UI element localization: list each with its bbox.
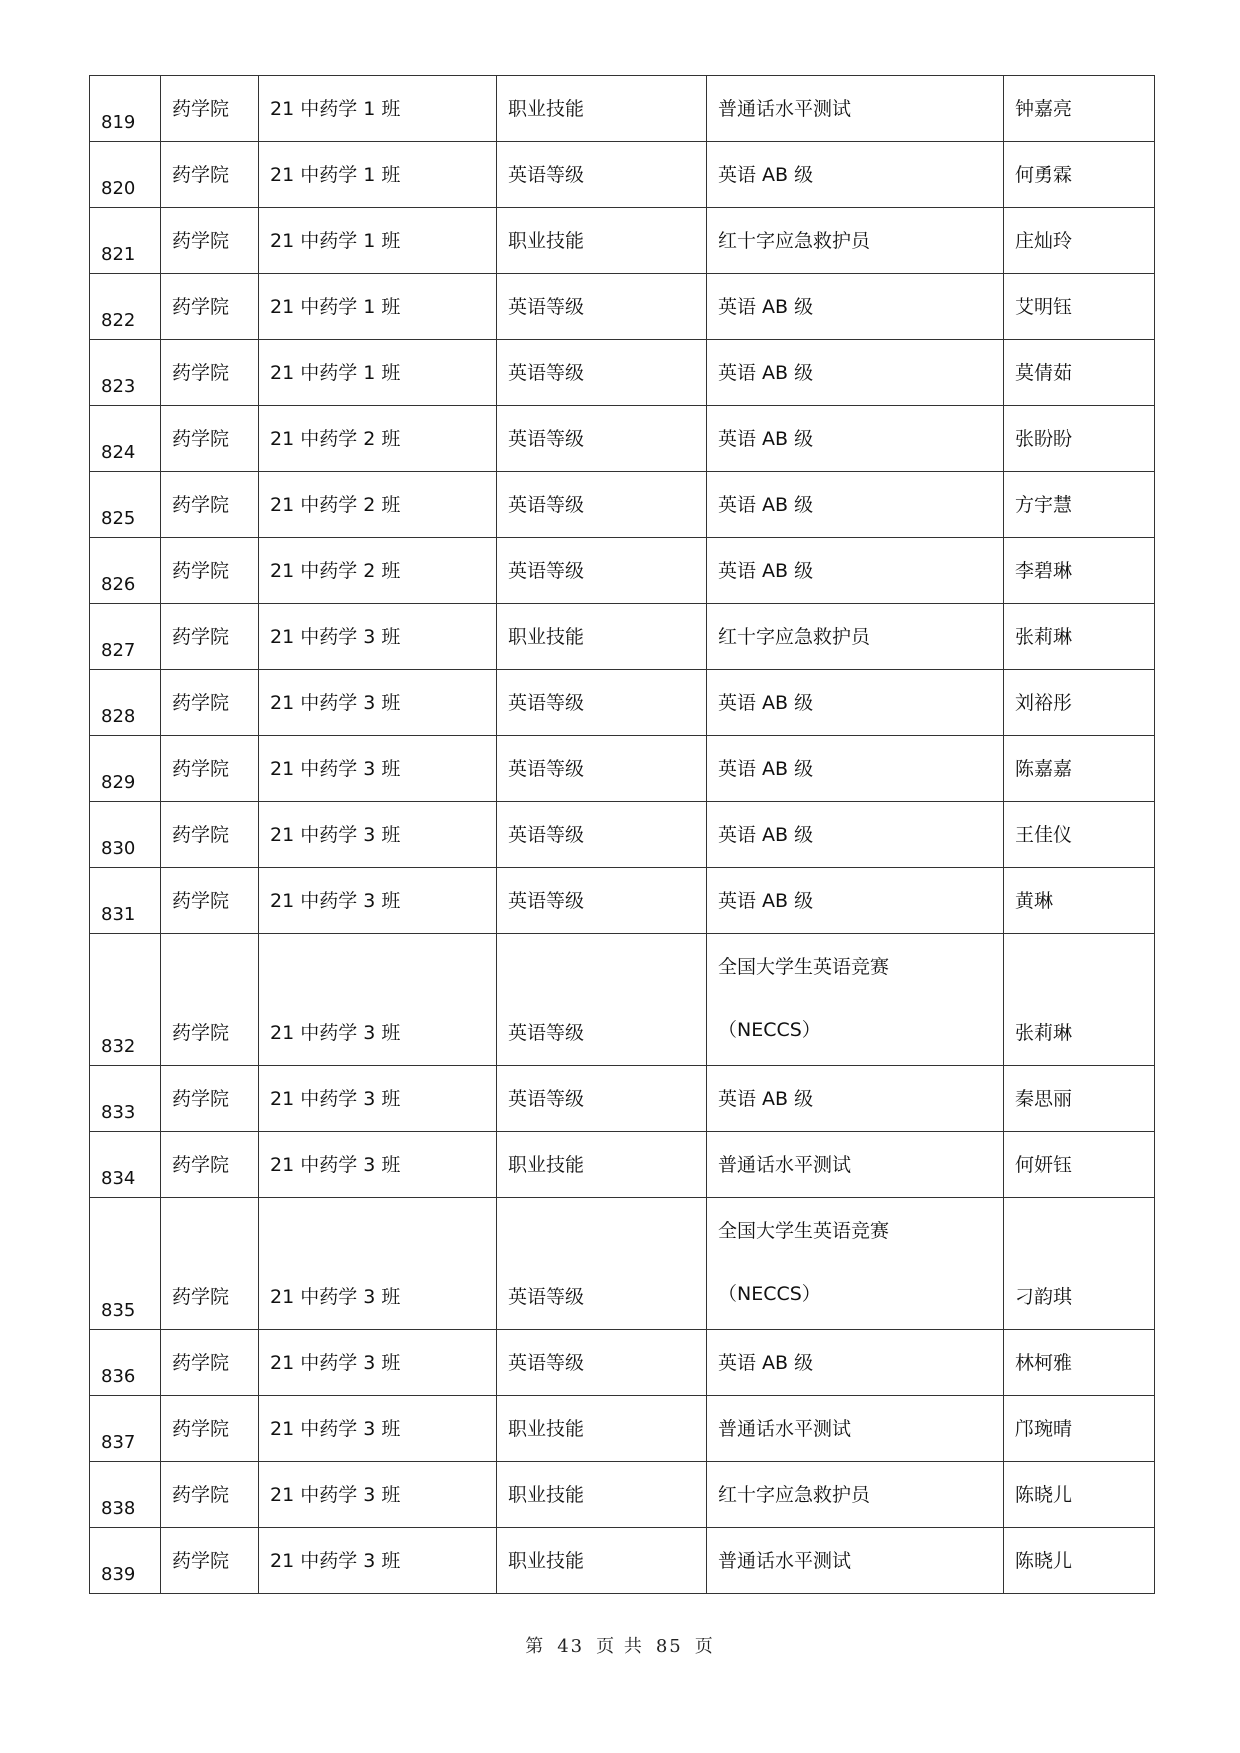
cell-college — [161, 340, 259, 406]
cell-name-text: 何勇霖 — [1015, 164, 1073, 186]
cell-name-text: 王佳仪 — [1015, 824, 1073, 846]
cell-college — [161, 142, 259, 208]
cell-number-text: 825 — [101, 508, 136, 529]
cell-number — [90, 142, 161, 208]
cell-name-text: 艾明钰 — [1015, 296, 1073, 318]
cell-number-text: 821 — [101, 244, 136, 265]
cell-name-text: 庄灿玲 — [1015, 230, 1073, 252]
cell-category-text: 英语等级 — [508, 758, 585, 780]
cell-class-text: 21 中药学 1 班 — [270, 230, 401, 252]
cell-category — [497, 208, 707, 274]
cell-item — [707, 934, 1004, 1066]
cell-category — [497, 142, 707, 208]
cell-item — [707, 76, 1004, 142]
cell-name-text: 陈晓儿 — [1015, 1550, 1073, 1572]
cell-college-text: 药学院 — [172, 890, 230, 912]
cell-category — [497, 538, 707, 604]
cell-item — [707, 142, 1004, 208]
cell-college-text: 药学院 — [172, 1154, 230, 1176]
cell-category — [497, 802, 707, 868]
cell-class — [259, 670, 497, 736]
cell-class — [259, 340, 497, 406]
cell-item — [707, 274, 1004, 340]
table-row — [90, 142, 1155, 208]
cell-college — [161, 208, 259, 274]
table-row — [90, 868, 1155, 934]
cell-item — [707, 538, 1004, 604]
table-row — [90, 538, 1155, 604]
cell-class-text: 21 中药学 2 班 — [270, 494, 401, 516]
cell-college-text: 药学院 — [172, 626, 230, 648]
table-row — [90, 1330, 1155, 1396]
cell-class-text: 21 中药学 2 班 — [270, 428, 401, 450]
cell-college — [161, 934, 259, 1066]
cell-college — [161, 1330, 259, 1396]
cell-name-text: 陈晓儿 — [1015, 1484, 1073, 1506]
cell-name-text: 钟嘉亮 — [1015, 98, 1073, 120]
cell-category-text: 职业技能 — [508, 1550, 585, 1572]
cell-name-text: 莫倩茹 — [1015, 362, 1073, 384]
cell-category-text: 英语等级 — [508, 1088, 585, 1110]
cell-number — [90, 1528, 161, 1594]
cell-category — [497, 604, 707, 670]
cell-class — [259, 604, 497, 670]
page-footer — [0, 1632, 1240, 1658]
cell-college — [161, 1066, 259, 1132]
cell-number — [90, 76, 161, 142]
cell-item-text: 英语 AB 级 — [718, 362, 814, 384]
cell-college-text: 药学院 — [172, 1418, 230, 1440]
cell-name-text: 张莉琳 — [1015, 626, 1073, 648]
footer-suffix: 页 — [694, 1636, 715, 1657]
table-row — [90, 76, 1155, 142]
cell-class-text: 21 中药学 3 班 — [270, 1352, 401, 1374]
cell-class-text: 21 中药学 3 班 — [270, 1550, 401, 1572]
cell-name-text: 陈嘉嘉 — [1015, 758, 1073, 780]
table-row — [90, 1462, 1155, 1528]
cell-number-text: 824 — [101, 442, 136, 463]
cell-class-text: 21 中药学 1 班 — [270, 296, 401, 318]
cell-name — [1004, 868, 1155, 934]
cell-name-text: 何妍钰 — [1015, 1154, 1073, 1176]
cell-item — [707, 1198, 1004, 1330]
cell-college — [161, 274, 259, 340]
cell-category — [497, 1462, 707, 1528]
cell-number — [90, 802, 161, 868]
table-row — [90, 472, 1155, 538]
cell-college-text: 药学院 — [172, 560, 230, 582]
cell-number-text: 833 — [101, 1102, 136, 1123]
cell-number — [90, 1198, 161, 1330]
cell-number-text: 838 — [101, 1498, 136, 1519]
cell-item — [707, 1066, 1004, 1132]
cell-college-text: 药学院 — [172, 758, 230, 780]
cell-name — [1004, 802, 1155, 868]
cell-category-text: 职业技能 — [508, 1484, 585, 1506]
cell-class — [259, 1330, 497, 1396]
cell-number-text: 837 — [101, 1432, 136, 1453]
cell-category-text: 英语等级 — [508, 494, 585, 516]
cell-category-text: 英语等级 — [508, 692, 585, 714]
cell-name — [1004, 670, 1155, 736]
cell-item-text: 普通话水平测试 — [718, 1154, 852, 1176]
cell-number-text: 832 — [101, 1036, 136, 1057]
cell-item-line: 全国大学生英语竞赛 — [718, 1220, 890, 1242]
cell-college-text: 药学院 — [172, 164, 230, 186]
cell-name-text: 张盼盼 — [1015, 428, 1073, 450]
cell-category — [497, 472, 707, 538]
cell-category — [497, 274, 707, 340]
cell-category-text: 英语等级 — [508, 560, 585, 582]
table-row — [90, 736, 1155, 802]
cell-class — [259, 472, 497, 538]
cell-item-line: 全国大学生英语竞赛 — [718, 956, 890, 978]
cell-name — [1004, 208, 1155, 274]
cell-name — [1004, 1462, 1155, 1528]
cell-name — [1004, 934, 1155, 1066]
cell-class-text: 21 中药学 3 班 — [270, 1286, 401, 1308]
cell-college-text: 药学院 — [172, 494, 230, 516]
cell-class — [259, 538, 497, 604]
cell-item-line: （NECCS） — [718, 1019, 821, 1041]
cell-category-text: 职业技能 — [508, 626, 585, 648]
cell-item-text: 普通话水平测试 — [718, 1550, 852, 1572]
cell-class-text: 21 中药学 3 班 — [270, 1022, 401, 1044]
cell-number-text: 827 — [101, 640, 136, 661]
cell-item-text: 英语 AB 级 — [718, 1352, 814, 1374]
cell-number-text: 822 — [101, 310, 136, 331]
table-row — [90, 802, 1155, 868]
cell-category-text: 英语等级 — [508, 296, 585, 318]
footer-current-page: 43 — [557, 1636, 585, 1657]
cell-class-text: 21 中药学 3 班 — [270, 1088, 401, 1110]
cell-number-text: 834 — [101, 1168, 136, 1189]
cell-number — [90, 1462, 161, 1528]
cell-category-text: 职业技能 — [508, 1418, 585, 1440]
cell-number — [90, 1330, 161, 1396]
cell-category-text: 英语等级 — [508, 362, 585, 384]
cell-name — [1004, 1528, 1155, 1594]
cell-class-text: 21 中药学 3 班 — [270, 1154, 401, 1176]
cell-college — [161, 670, 259, 736]
cell-college-text: 药学院 — [172, 1550, 230, 1572]
cell-name — [1004, 1132, 1155, 1198]
cell-college-text: 药学院 — [172, 296, 230, 318]
table-row — [90, 934, 1155, 1066]
cell-item — [707, 340, 1004, 406]
cell-college — [161, 736, 259, 802]
cell-item-text: 英语 AB 级 — [718, 494, 814, 516]
cell-class — [259, 406, 497, 472]
cell-category-text: 英语等级 — [508, 890, 585, 912]
cell-number-text: 835 — [101, 1300, 136, 1321]
cell-name-text: 刁韵琪 — [1015, 1286, 1073, 1308]
cell-name — [1004, 406, 1155, 472]
table-row — [90, 340, 1155, 406]
cell-number-text: 830 — [101, 838, 136, 859]
cell-name-text: 林柯雅 — [1015, 1352, 1073, 1374]
cell-item-text: 英语 AB 级 — [718, 560, 814, 582]
table-row — [90, 1132, 1155, 1198]
cell-category-text: 职业技能 — [508, 98, 585, 120]
cell-item-text: 普通话水平测试 — [718, 98, 852, 120]
cell-item — [707, 1132, 1004, 1198]
cell-college — [161, 76, 259, 142]
cell-college — [161, 472, 259, 538]
cell-college — [161, 406, 259, 472]
cell-category — [497, 1330, 707, 1396]
cell-item — [707, 1528, 1004, 1594]
footer-middle: 页 共 — [596, 1636, 644, 1657]
cell-name-text: 张莉琳 — [1015, 1022, 1073, 1044]
cell-name — [1004, 538, 1155, 604]
cell-category — [497, 868, 707, 934]
cell-college — [161, 604, 259, 670]
cell-college-text: 药学院 — [172, 98, 230, 120]
cell-number — [90, 1132, 161, 1198]
cell-name — [1004, 76, 1155, 142]
cell-class-text: 21 中药学 3 班 — [270, 758, 401, 780]
cell-class-text: 21 中药学 1 班 — [270, 164, 401, 186]
cell-item — [707, 604, 1004, 670]
cell-class-text: 21 中药学 1 班 — [270, 98, 401, 120]
cell-college-text: 药学院 — [172, 692, 230, 714]
cell-number-text: 836 — [101, 1366, 136, 1387]
cell-class — [259, 274, 497, 340]
cell-class-text: 21 中药学 3 班 — [270, 692, 401, 714]
cell-category-text: 英语等级 — [508, 1022, 585, 1044]
cell-item-text: 红十字应急救护员 — [718, 230, 871, 252]
cell-item — [707, 670, 1004, 736]
cell-name-text: 刘裕彤 — [1015, 692, 1073, 714]
cell-class-text: 21 中药学 1 班 — [270, 362, 401, 384]
cell-name-text: 邝琬晴 — [1015, 1418, 1073, 1440]
cell-number — [90, 670, 161, 736]
cell-category — [497, 934, 707, 1066]
cell-college — [161, 538, 259, 604]
cell-class — [259, 934, 497, 1066]
cell-class — [259, 1198, 497, 1330]
cell-college — [161, 1132, 259, 1198]
cell-item — [707, 1462, 1004, 1528]
cell-number — [90, 868, 161, 934]
cell-class-text: 21 中药学 3 班 — [270, 1484, 401, 1506]
cell-item — [707, 736, 1004, 802]
cell-category — [497, 1396, 707, 1462]
cell-item-text: 英语 AB 级 — [718, 296, 814, 318]
cell-number — [90, 736, 161, 802]
table-row — [90, 670, 1155, 736]
cell-name — [1004, 1396, 1155, 1462]
cell-college-text: 药学院 — [172, 362, 230, 384]
cell-name-text: 李碧琳 — [1015, 560, 1073, 582]
cell-category — [497, 406, 707, 472]
cell-class — [259, 1396, 497, 1462]
cell-number — [90, 1396, 161, 1462]
cell-item-text: 英语 AB 级 — [718, 890, 814, 912]
roster-table-body — [90, 76, 1155, 1594]
cell-number — [90, 604, 161, 670]
cell-number — [90, 934, 161, 1066]
cell-name-text: 秦思丽 — [1015, 1088, 1073, 1110]
cell-item — [707, 406, 1004, 472]
cell-class — [259, 1132, 497, 1198]
cell-item-text: 红十字应急救护员 — [718, 1484, 871, 1506]
cell-number — [90, 538, 161, 604]
cell-item-text: 普通话水平测试 — [718, 1418, 852, 1440]
cell-category — [497, 1528, 707, 1594]
table-row — [90, 1198, 1155, 1330]
cell-class — [259, 76, 497, 142]
cell-college — [161, 802, 259, 868]
cell-category — [497, 76, 707, 142]
cell-college-text: 药学院 — [172, 1352, 230, 1374]
table-row — [90, 1528, 1155, 1594]
cell-number-text: 819 — [101, 112, 136, 133]
cell-item-text: 英语 AB 级 — [718, 164, 814, 186]
cell-name — [1004, 736, 1155, 802]
cell-class — [259, 142, 497, 208]
cell-number — [90, 1066, 161, 1132]
cell-category — [497, 1132, 707, 1198]
cell-college-text: 药学院 — [172, 1286, 230, 1308]
cell-item-text: 英语 AB 级 — [718, 692, 814, 714]
cell-category — [497, 670, 707, 736]
cell-name-text: 方宇慧 — [1015, 494, 1073, 516]
cell-college-text: 药学院 — [172, 1022, 230, 1044]
cell-category — [497, 736, 707, 802]
cell-college — [161, 868, 259, 934]
cell-category-text: 职业技能 — [508, 230, 585, 252]
cell-college — [161, 1528, 259, 1594]
cell-name — [1004, 1066, 1155, 1132]
cell-name — [1004, 340, 1155, 406]
cell-number — [90, 208, 161, 274]
table-row — [90, 604, 1155, 670]
cell-class-text: 21 中药学 3 班 — [270, 626, 401, 648]
cell-college — [161, 1462, 259, 1528]
table-row — [90, 274, 1155, 340]
cell-number — [90, 274, 161, 340]
cell-item — [707, 208, 1004, 274]
cell-college-text: 药学院 — [172, 824, 230, 846]
cell-number-text: 829 — [101, 772, 136, 793]
cell-class-text: 21 中药学 3 班 — [270, 890, 401, 912]
cell-college-text: 药学院 — [172, 428, 230, 450]
cell-number — [90, 472, 161, 538]
table-row — [90, 1066, 1155, 1132]
cell-item-text: 英语 AB 级 — [718, 824, 814, 846]
table-row — [90, 406, 1155, 472]
cell-category-text: 英语等级 — [508, 1286, 585, 1308]
cell-category — [497, 1198, 707, 1330]
cell-item-line: （NECCS） — [718, 1283, 821, 1305]
cell-item — [707, 1330, 1004, 1396]
cell-item-text: 红十字应急救护员 — [718, 626, 871, 648]
cell-category-text: 英语等级 — [508, 1352, 585, 1374]
cell-name — [1004, 1198, 1155, 1330]
footer-total-pages: 85 — [655, 1636, 683, 1657]
cell-number-text: 831 — [101, 904, 136, 925]
cell-college-text: 药学院 — [172, 1088, 230, 1110]
cell-college-text: 药学院 — [172, 1484, 230, 1506]
cell-college-text: 药学院 — [172, 230, 230, 252]
cell-category-text: 英语等级 — [508, 428, 585, 450]
cell-item — [707, 802, 1004, 868]
cell-college — [161, 1396, 259, 1462]
cell-class-text: 21 中药学 3 班 — [270, 1418, 401, 1440]
cell-class-text: 21 中药学 2 班 — [270, 560, 401, 582]
cell-name — [1004, 274, 1155, 340]
cell-number-text: 820 — [101, 178, 136, 199]
cell-category-text: 英语等级 — [508, 164, 585, 186]
table-row — [90, 208, 1155, 274]
cell-class-text: 21 中药学 3 班 — [270, 824, 401, 846]
cell-name — [1004, 472, 1155, 538]
cell-class — [259, 1528, 497, 1594]
cell-name — [1004, 1330, 1155, 1396]
cell-number-text: 828 — [101, 706, 136, 727]
cell-item-text: 英语 AB 级 — [718, 758, 814, 780]
cell-class — [259, 868, 497, 934]
cell-category-text: 职业技能 — [508, 1154, 585, 1176]
cell-item — [707, 472, 1004, 538]
roster-table — [89, 75, 1155, 1594]
cell-item — [707, 868, 1004, 934]
cell-name-text: 黄琳 — [1015, 890, 1054, 912]
table-row — [90, 1396, 1155, 1462]
cell-item-text: 英语 AB 级 — [718, 428, 814, 450]
cell-name — [1004, 142, 1155, 208]
cell-item-text: 英语 AB 级 — [718, 1088, 814, 1110]
cell-number — [90, 406, 161, 472]
cell-category — [497, 340, 707, 406]
cell-class — [259, 736, 497, 802]
cell-number-text: 823 — [101, 376, 136, 397]
cell-number-text: 839 — [101, 1564, 136, 1585]
cell-number-text: 826 — [101, 574, 136, 595]
cell-class — [259, 1462, 497, 1528]
cell-number — [90, 340, 161, 406]
cell-category-text: 英语等级 — [508, 824, 585, 846]
cell-name — [1004, 604, 1155, 670]
cell-class — [259, 208, 497, 274]
cell-category — [497, 1066, 707, 1132]
cell-class — [259, 1066, 497, 1132]
cell-class — [259, 802, 497, 868]
cell-item — [707, 1396, 1004, 1462]
cell-college — [161, 1198, 259, 1330]
footer-prefix: 第 — [525, 1636, 546, 1657]
